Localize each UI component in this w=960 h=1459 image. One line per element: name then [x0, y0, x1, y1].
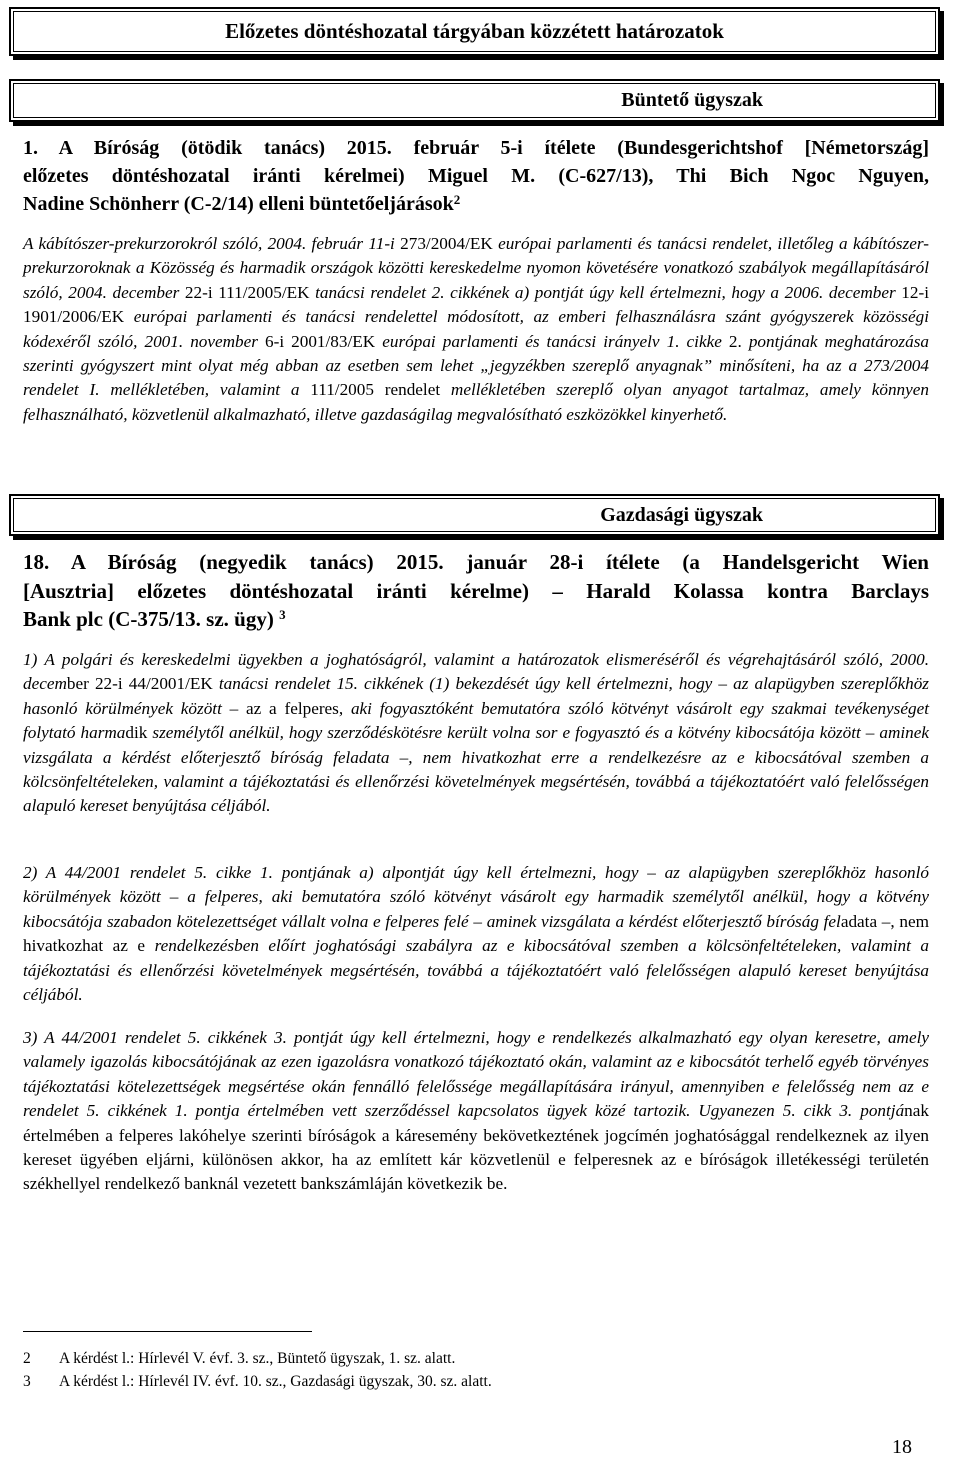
case-2-title-line-1: 18. A Bíróság (negyedik tanács) 2015. január 28-i ítélete (a Handelsgericht Wien [23, 550, 929, 574]
text-run: személytől anélkül, hogy szerződéskötésre került volna sor e fogyasztó és a kötvény kibocsátója között – aminek vizsgálata a kérdést előterjesztő bíróság feladata –, nem hivatkozhat erre a rendelkezésre az e kibocsátóval szemben a kölcsönfeltételeken, valamint a tájékoztatási és ellenőrzési követelmények megsértésén, továbbá a tájékoztatóért való felelősségen alapuló kereset benyújtása céljából. [23, 723, 929, 816]
text-run: dik [125, 723, 153, 743]
footnote-number: 3 [23, 1373, 31, 1390]
section-title-economic: Gazdasági ügyszak [600, 503, 763, 526]
footnote-ref-2[interactable]: 2 [453, 192, 461, 207]
text-run: európai parlamenti és tanácsi irányelv 1. cikke [382, 331, 722, 351]
main-title-box [9, 7, 940, 56]
footnote-number: 2 [23, 1350, 31, 1367]
section-header-economic [9, 494, 940, 536]
text-run: 2. [721, 331, 749, 351]
text-run: 12-i 1901/2006/EK [23, 282, 929, 327]
footnote-text: A kérdést l.: Hírlevél V. évf. 3. sz., Büntető ügyszak, 1. sz. alatt. [59, 1350, 456, 1367]
text-run: 273/2004/EK [394, 234, 499, 253]
case-2-title-line-3-text: Bank plc (C-375/13. sz. ügy) [23, 607, 274, 631]
case-2-title-line-2: [Ausztria] előzetes döntéshozatal iránti kérelme) – Harald Kolassa kontra Barclays [23, 578, 929, 603]
footnote-separator [23, 1331, 312, 1332]
text-run: adata –, nem hivatkozhat az e [23, 911, 929, 956]
text-run: tanácsi rendelet 15. cikkének (1) bekezdését úgy kell értelmezni, hogy – az alapügyben szereplőkhöz hasonló körülmények között – [23, 674, 929, 718]
text-run: mellékletében szereplő olyan anyagot tartalmaz, amely könnyen felhasználható, közvetlenül alkalmazható, illetve gazdaságilag megvalósítható eszközökkel kinyerhető. [23, 380, 929, 424]
case-2-title-line-3 [23, 605, 929, 634]
case-1-title-line-3 [23, 190, 929, 218]
page-number: 18 [892, 1436, 912, 1458]
text-run: 2) A 44/2001 rendelet 5. cikke 1. pontjának a) alpontját úgy kell értelmezni, hogy – az alapügyben szereplőkhöz hasonló körülmények között – a felperes, aki bemutatóra szóló kötvényt vásárolt egy harmadik személytől anélkül, hogy a kötvény kibocsátója szabadon kötelezettséget vállalt volna e felperes felé – aminek vizsgálata a kérdést előterjesztő bíróság fel [23, 863, 929, 931]
case-1-ruling-paragraph [23, 232, 929, 427]
footnote-text: A kérdést l.: Hírlevél IV. évf. 10. sz., Gazdasági ügyszak, 30. sz. alatt. [59, 1373, 492, 1390]
text-run: nak értelmében a felperes lakóhelye szerinti bíróságok a káresemény bekövetkeztének jogcímén joghatósággal rendelkeznek az ilyen kereset ügyében eljárni, különösen akkor, ha az említett kár közvetlenül e felperesnek az e bíróságok illetékességi területén székhellyel rendelkező banknál vezetett bankszámláján következik be. [23, 1101, 929, 1194]
text-run: 1) A polgári és kereskedelmi ügyekben a joghatóságról, valamint a határozatok elismeréséről és végrehajtásáról szóló, 2000. decem [23, 650, 929, 694]
main-title: Előzetes döntéshozatal tárgyában közzétett határozatok [225, 19, 724, 43]
text-run: rendelkezésben előírt joghatósági szabályra az e kibocsátóval szemben a kölcsönfeltételeken, valamint a tájékoztatási és ellenőrzési követelmények megsértésén, továbbá a tájékoztatóért való felelősségen alapuló kereset benyújtása céljából. [23, 936, 929, 1005]
text-run: az a felperes, [238, 698, 351, 718]
case-1-title-line-3-text: Nadine Schönherr (C-2/14) elleni büntetőeljárások [23, 193, 454, 215]
text-run: 111/2005 rendelet [299, 380, 451, 400]
text-run: ber 22-i 44/2001/EK [66, 674, 219, 694]
footnote-ref-3[interactable]: 3 [279, 607, 286, 622]
text-run: európai parlamenti és tanácsi rendelet, illetőleg a kábítószer-prekurzoroknak a Közösség és harmadik országok közötti kereskedelme nyomon követésére vonatkozó szabályok megállapításáról szóló, 2004. december [23, 234, 929, 302]
text-run: aki fogyasztóként bemutatóra szóló kötvényt vásárolt egy szakmai tevékenységet folytató harma [23, 698, 929, 743]
text-run: pontjának meghatározása szerinti gyógyszert mint olyat még abban az esetben sem lehet „jegyzékben szereplő anyagnak” minősíteni, ha az a 273/2004 rendelet I. mellékletében, valamint a [23, 331, 929, 400]
footnote-3 [23, 1372, 492, 1392]
text-run: 3) A 44/2001 rendelet 5. cikkének 3. pontját úgy kell értelmezni, hogy e rendelkezés alkalmazható egy olyan keresetre, amely valamely igazolás kibocsátójának az ezen igazolásra vonatkozó tájékoztató okán, valamint az e kibocsátót terhelő egyéb törvényes tájékoztatási kötelezettségek megsértése okán fennálló felelőssége megállapítására irányul, amennyiben e felelősség nem az e rendelet 5. cikkének 1. pontja értelmében vett szerződéssel kapcsolatos ügyek közé tartozik. Ugyanezen 5. cikk 3. pontjá [23, 1028, 929, 1121]
case-1-title-line-1: 1. A Bíróság (ötödik tanács) 2015. február 5-i ítélete (Bundesgerichtshof [Németország] [23, 137, 929, 159]
text-run: 6-i 2001/83/EK [257, 331, 383, 351]
text-run: 22-i 111/2005/EK [179, 282, 316, 302]
case-1-title-line-2: előzetes döntéshozatal iránti kérelmei) Miguel M. (C-627/13), Thi Bich Ngoc Nguyen, [23, 165, 929, 187]
text-run: tanácsi rendelet 2. cikkének a) pontját úgy kell értelmezni, hogy a 2006. december [315, 282, 896, 302]
case-1-title [23, 134, 929, 218]
case-2-ruling-paragraph-1 [23, 648, 929, 819]
text-run: A kábítószer-prekurzorokról szóló, 2004. február 11-i [23, 234, 395, 253]
section-header-criminal [9, 79, 940, 122]
case-2-title [23, 548, 929, 634]
text-run: európai parlamenti és tanácsi rendelettel módosított, az emberi felhasználásra szánt gyógyszerek közösségi kódexéről szóló, 2001. november [23, 307, 929, 351]
section-title-criminal: Büntető ügyszak [621, 89, 763, 111]
case-2-ruling-paragraph-2 [23, 861, 929, 1007]
case-2-ruling-paragraph-3 [23, 1026, 929, 1197]
footnote-2 [23, 1349, 455, 1369]
